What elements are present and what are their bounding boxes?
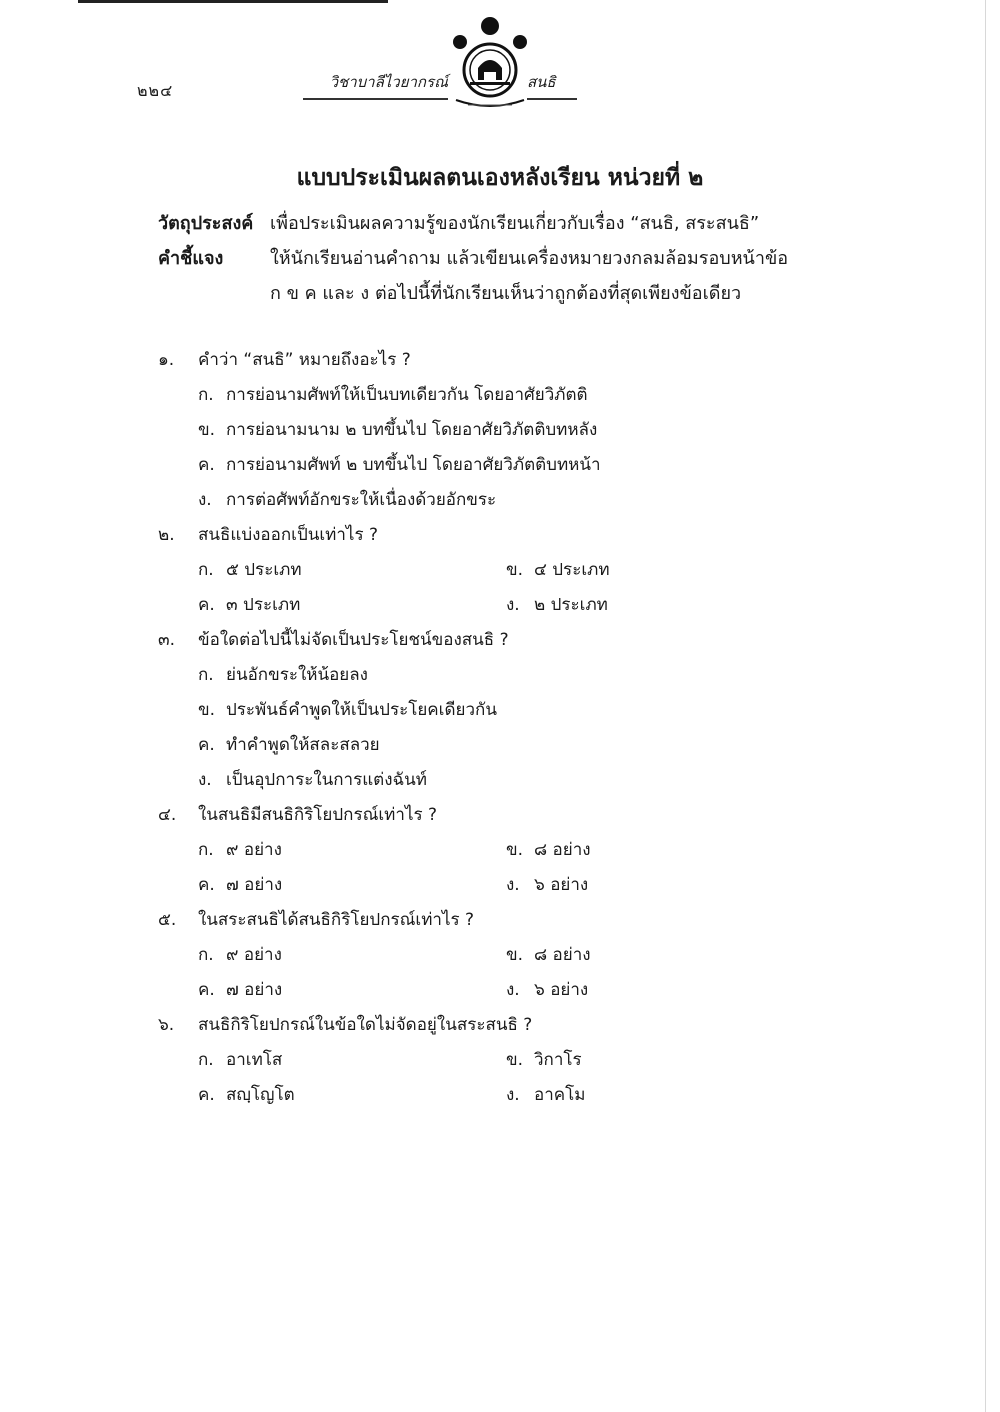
choice-letter: ก. [198, 840, 214, 860]
choice-letter: ง. [198, 770, 212, 790]
choice-option[interactable] [198, 556, 506, 584]
question-4-stem [158, 801, 858, 829]
choice-option[interactable] [198, 871, 506, 899]
question-2-choices [198, 549, 858, 619]
choice-letter: ข. [198, 700, 216, 720]
choice-option[interactable] [198, 976, 506, 1004]
choice-text: ๖ อย่าง [534, 875, 589, 895]
choice-option[interactable] [506, 1046, 806, 1074]
choice-option[interactable] [198, 696, 858, 724]
question-1-stem [158, 346, 858, 374]
choice-letter: ง. [506, 875, 520, 895]
question-text: สนธิกิริโยปกรณ์ในข้อใดไม่จัดอยู่ในสระสนธิ ? [198, 1015, 533, 1035]
question-number: ๑. [158, 350, 175, 370]
choice-text: การย่อนามศัพท์ให้เป็นบทเดียวกัน โดยอาศัยวิภัตติ [226, 385, 588, 405]
school-emblem-icon [446, 12, 534, 112]
choice-text: การย่อนามศัพท์ ๒ บทขึ้นไป โดยอาศัยวิภัตติบทหน้า [226, 455, 601, 475]
choice-text: สญฺโญโต [226, 1085, 295, 1105]
scan-edge-top [78, 0, 388, 3]
choice-letter: ก. [198, 665, 214, 685]
choice-option[interactable] [506, 941, 806, 969]
choice-text: ๙ อย่าง [226, 840, 282, 860]
choice-option[interactable] [198, 451, 858, 479]
choice-text: ๖ อย่าง [534, 980, 589, 1000]
choice-text: ๗ อย่าง [226, 875, 283, 895]
choice-option[interactable] [198, 486, 858, 514]
choice-text: ๙ อย่าง [226, 945, 282, 965]
header-topic-text: สนธิ [527, 73, 556, 91]
choice-letter: ข. [506, 945, 524, 965]
question-6-choices [198, 1039, 858, 1109]
question-3-stem [158, 626, 858, 654]
header-subject-text: วิชาบาลีไวยากรณ์ [329, 73, 448, 91]
header-topic [527, 70, 577, 100]
choice-option[interactable] [506, 591, 806, 619]
choice-option[interactable] [198, 1081, 506, 1109]
choice-letter: ข. [506, 1050, 524, 1070]
choice-text: อาเทโส [226, 1050, 283, 1070]
question-text: ในสนธิมีสนธิกิริโยปกรณ์เท่าไร ? [198, 805, 438, 825]
choice-text: ๔ ประเภท [534, 560, 610, 580]
choice-text: ทำคำพูดให้สละสลวย [226, 735, 380, 755]
question-number: ๓. [158, 630, 176, 650]
question-text: คำว่า “สนธิ” หมายถึงอะไร ? [198, 350, 411, 370]
choice-option[interactable] [198, 661, 858, 689]
objective-label: วัตถุประสงค์ [158, 213, 254, 234]
question-number: ๕. [158, 910, 177, 930]
question-number: ๖. [158, 1015, 175, 1035]
choice-letter: ก. [198, 385, 214, 405]
choice-letter: ข. [198, 420, 216, 440]
objective-row [158, 208, 759, 237]
choice-text: อาคโม [534, 1085, 586, 1105]
objective-text: เพื่อประเมินผลความรู้ของนักเรียนเกี่ยวกับเรื่อง “สนธิ, สระสนธิ” [270, 213, 760, 234]
choice-text: ๘ อย่าง [534, 945, 591, 965]
choice-text: เป็นอุปการะในการแต่งฉันท์ [226, 770, 427, 790]
choice-letter: ก. [198, 945, 214, 965]
question-5-stem [158, 906, 858, 934]
choice-letter: ค. [198, 455, 215, 475]
choice-letter: ค. [198, 735, 215, 755]
question-text: สนธิแบ่งออกเป็นเท่าไร ? [198, 525, 379, 545]
scan-edge-right [985, 0, 986, 1412]
choice-letter: ค. [198, 595, 215, 615]
choice-letter: ค. [198, 875, 215, 895]
question-4-choices [198, 829, 858, 899]
header-subject-underline [303, 98, 448, 100]
choice-option[interactable] [198, 941, 506, 969]
page-title: แบบประเมินผลตนเองหลังเรียน หน่วยที่ ๒ [296, 165, 704, 191]
question-text: ในสระสนธิได้สนธิกิริโยปกรณ์เท่าไร ? [198, 910, 475, 930]
question-list [158, 346, 858, 1109]
choice-text: ๓ ประเภท [226, 595, 301, 615]
choice-text: ๗ อย่าง [226, 980, 283, 1000]
question-1-choices [198, 381, 858, 514]
choice-text: ประพันธ์คำพูดให้เป็นประโยคเดียวกัน [226, 700, 497, 720]
instruction-row [158, 243, 788, 272]
choice-text: ๒ ประเภท [534, 595, 608, 615]
choice-text: ย่นอักขระให้น้อยลง [226, 665, 368, 685]
choice-option[interactable] [198, 1046, 506, 1074]
choice-text: ๘ อย่าง [534, 840, 591, 860]
choice-letter: ง. [506, 980, 520, 1000]
choice-letter: ง. [506, 1085, 520, 1105]
choice-option[interactable] [198, 381, 858, 409]
choice-option[interactable] [506, 976, 806, 1004]
choice-option[interactable] [506, 1081, 806, 1109]
header-subject [303, 70, 448, 100]
question-number: ๒. [158, 525, 175, 545]
choice-letter: ข. [506, 560, 524, 580]
question-5-choices [198, 934, 858, 1004]
choice-letter: ก. [198, 560, 214, 580]
choice-letter: ก. [198, 1050, 214, 1070]
page-number: ๒๒๔ [137, 81, 174, 100]
choice-letter: ค. [198, 980, 215, 1000]
header-topic-underline [527, 98, 577, 100]
choice-text: ๕ ประเภท [226, 560, 302, 580]
choice-text: วิกาโร [534, 1050, 582, 1070]
instruction-text-line2: ก ข ค และ ง ต่อไปนี้ที่นักเรียนเห็นว่าถูกต้องที่สุดเพียงข้อเดียว [270, 283, 742, 304]
choice-letter: ข. [506, 840, 524, 860]
choice-option[interactable] [198, 591, 506, 619]
choice-text: การต่อศัพท์อักขระให้เนื่องด้วยอักขระ [226, 490, 497, 510]
question-number: ๔. [158, 805, 177, 825]
choice-letter: ง. [198, 490, 212, 510]
question-text: ข้อใดต่อไปนี้ไม่จัดเป็นประโยชน์ของสนธิ ? [198, 630, 509, 650]
question-6-stem [158, 1011, 858, 1039]
question-2-stem [158, 521, 858, 549]
choice-option[interactable] [506, 556, 806, 584]
choice-option[interactable] [506, 871, 806, 899]
instruction-text-line1: ให้นักเรียนอ่านคำถาม แล้วเขียนเครื่องหมายวงกลมล้อมรอบหน้าข้อ [270, 248, 789, 269]
choice-letter: ง. [506, 595, 520, 615]
choice-letter: ค. [198, 1085, 215, 1105]
instruction-label: คำชี้แจง [158, 248, 224, 269]
choice-option[interactable] [198, 731, 858, 759]
choice-text: การย่อนามนาม ๒ บทขึ้นไป โดยอาศัยวิภัตติบทหลัง [226, 420, 598, 440]
choice-option[interactable] [198, 766, 858, 794]
choice-option[interactable] [198, 416, 858, 444]
question-3-choices [198, 661, 858, 794]
choice-option[interactable] [198, 836, 506, 864]
choice-option[interactable] [506, 836, 806, 864]
